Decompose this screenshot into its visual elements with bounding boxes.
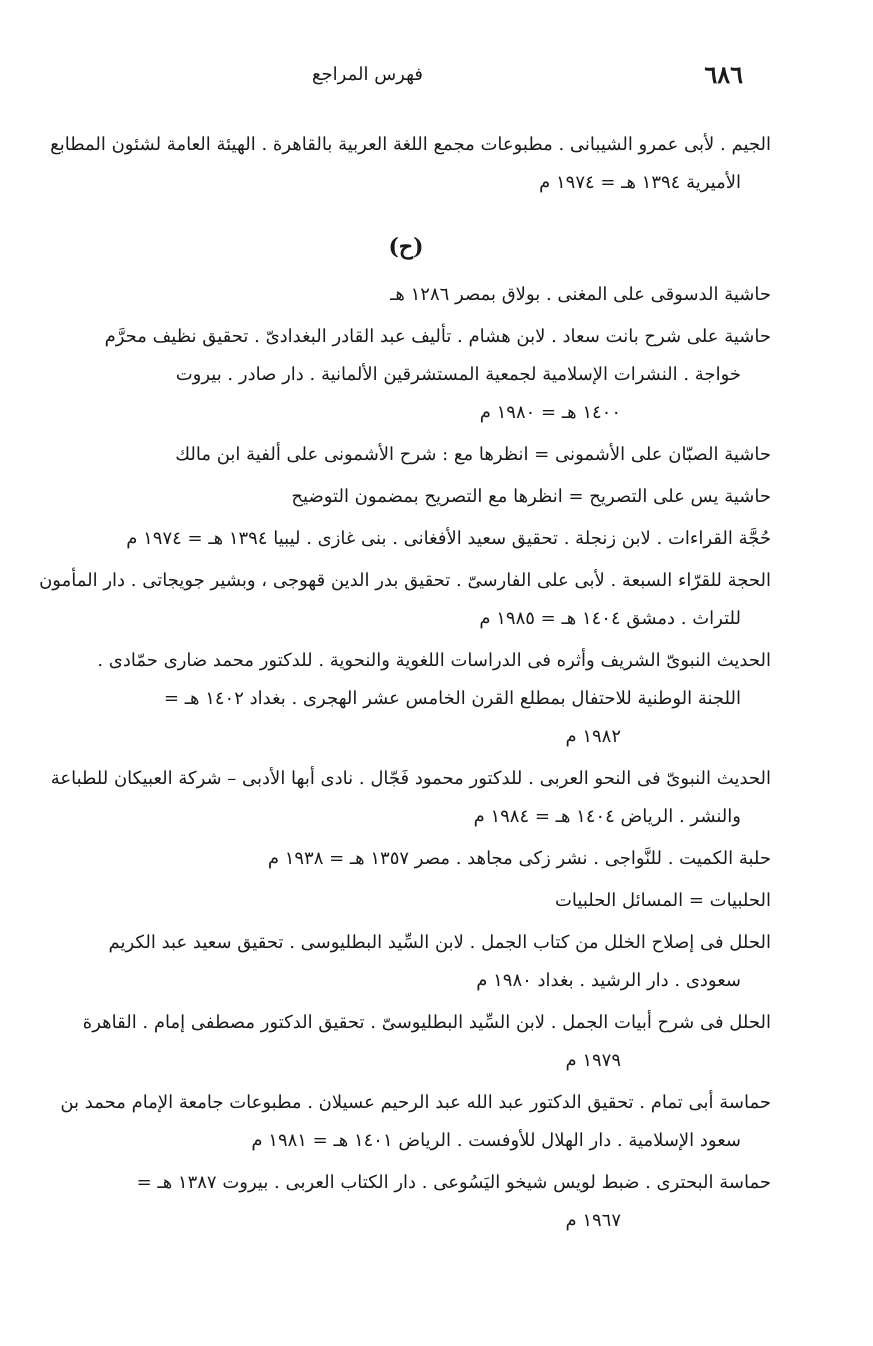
- entry-line: سعودى . دار الرشيد . بغداد ١٩٨٠ م: [476, 970, 741, 991]
- reference-entry: [41, 642, 771, 756]
- page-number: ٦٨٦: [704, 60, 743, 89]
- entry-line: الحديث النبوىّ فى النحو العربى . للدكتور محمود فَجّال . نادى أبها الأدبى – شركة العبيكان للطباعة: [50, 768, 771, 789]
- entry-line: حاشية الصبّان على الأشمونى = انظرها مع : شرح الأشمونى على ألفية ابن مالك: [175, 444, 771, 465]
- entry-line: الحلبيات = المسائل الحلبيات: [554, 890, 771, 911]
- entry-line: حلبة الكميت . للنَّواجى . نشر زكى مجاهد . مصر ١٣٥٧ هـ = ١٩٣٨ م: [267, 848, 771, 869]
- reference-entry: [41, 276, 771, 314]
- reference-entry: [41, 478, 771, 516]
- reference-entry: [41, 882, 771, 920]
- entry-line: حماسة أبى تمام . تحقيق الدكتور عبد الله عبد الرحيم عسيلان . مطبوعات جامعة الإمام محمد بن: [60, 1092, 771, 1113]
- reference-entry: [41, 924, 771, 1000]
- reference-entry: [41, 1164, 771, 1240]
- entry-line: الحلل فى شرح أبيات الجمل . لابن السِّيد البطليوسىّ . تحقيق الدكتور مصطفى إمام . القاهرة: [82, 1012, 771, 1033]
- section-heading: (ح): [388, 234, 424, 260]
- entry-line: ١٤٠٠ هـ = ١٩٨٠ م: [479, 402, 621, 423]
- entry-line: اللجنة الوطنية للاحتفال بمطلع القرن الخامس عشر الهجرى . بغداد ١٤٠٢ هـ =: [163, 688, 741, 709]
- entry-line: للتراث . دمشق ١٤٠٤ هـ = ١٩٨٥ م: [479, 608, 741, 629]
- entry-line: الحجة للقرّاء السبعة . لأبى على الفارسىّ . تحقيق بدر الدين قهوجى ، وبشير جويجاتى . دار المأمون: [39, 570, 771, 591]
- page-header: [40, 60, 743, 100]
- reference-entry: [41, 318, 771, 432]
- reference-entry: [41, 562, 771, 638]
- entry-line: الحديث النبوىّ الشريف وأثره فى الدراسات اللغوية والنحوية . للدكتور محمد ضارى حمّادى .: [97, 650, 771, 671]
- entry-line: الأميرية ١٣٩٤ هـ = ١٩٧٤ م: [539, 172, 741, 193]
- reference-entry: [41, 840, 771, 878]
- running-title: فهرس المراجع: [311, 64, 423, 85]
- reference-entry: [41, 1084, 771, 1160]
- entry-line: حاشية يس على التصريح = انظرها مع التصريح بمضمون التوضيح: [291, 486, 771, 507]
- entry-line: ١٩٨٢ م: [565, 726, 621, 747]
- entry-line: حماسة البحترى . ضبط لويس شيخو اليَسُوعى . دار الكتاب العربى . بيروت ١٣٨٧ هـ =: [136, 1172, 771, 1193]
- reference-entry: [41, 760, 771, 836]
- entry-line: حُجَّة القراءات . لابن زنجلة . تحقيق سعيد الأفغانى . بنى غازى . ليبيا ١٣٩٤ هـ = ١٩٧٤ م: [126, 528, 771, 549]
- entry-line: ١٩٦٧ م: [565, 1210, 621, 1231]
- entry-line: ١٩٧٩ م: [565, 1050, 621, 1071]
- reference-entry: [41, 520, 771, 558]
- entry-line: خواجة . النشرات الإسلامية لجمعية المستشرقين الألمانية . دار صادر . بيروت: [175, 364, 741, 385]
- entry-line: حاشية على شرح بانت سعاد . لابن هشام . تأليف عبد القادر البغدادىّ . تحقيق نظيف محرَّم: [104, 326, 771, 347]
- reference-entry: [41, 436, 771, 474]
- reference-entry: [41, 126, 771, 202]
- entry-line: حاشية الدسوقى على المغنى . بولاق بمصر ١٢٨٦ هـ: [390, 284, 771, 305]
- entry-line: الحلل فى إصلاح الخلل من كتاب الجمل . لابن السِّيد البطليوسى . تحقيق سعيد عبد الكريم: [108, 932, 771, 953]
- entry-line: الجيم . لأبى عمرو الشيبانى . مطبوعات مجمع اللغة العربية بالقاهرة . الهيئة العامة لشئون المطابع: [50, 134, 771, 155]
- references-list: [41, 126, 771, 1244]
- entry-line: والنشر . الرياض ١٤٠٤ هـ = ١٩٨٤ م: [473, 806, 741, 827]
- reference-entry: [41, 1004, 771, 1080]
- entry-line: سعود الإسلامية . دار الهلال للأوفست . الرياض ١٤٠١ هـ = ١٩٨١ م: [251, 1130, 741, 1151]
